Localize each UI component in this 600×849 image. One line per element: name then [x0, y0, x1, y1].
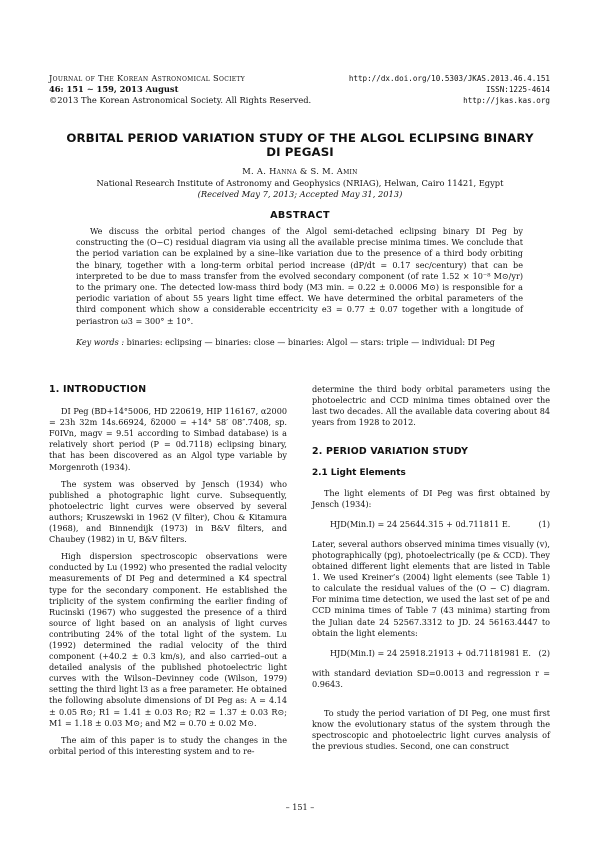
right-paragraph-3: Later, several authors observed minima times visually (v), photographically (pg), photoelectrically (pe & CCD). They obtained different light elements that are listed in Table 1. We used Kreiner’s (2004) light elements (see Table 1) to calculate the residual values of the (O − C) diagram. For minima time detection, we used the last set of pe and CCD minima times of Table 7 (43 minima) starting from the Julian date 24 52567.3312 to JD. 24 56163.4447 to obtain the light elements: [312, 538, 550, 638]
abstract-text: We discuss the orbital period changes of the Algol semi-detached eclipsing binary DI Peg by constructing the (O−C) residual diagram via using all the available precise minima times. We conclude that the period variation can be explained by a sine–like variation due to the presence of a third body orbiting the binary, together with a long-term orbital period increase (dP/dt = 0.17 sec/century) that can be interpreted to be due to mass transfer from the evolved secondary component (of rate 1.52 × 10⁻⁸ M⊙/yr) to the primary one. The detected low-mass third body (M3 min. = 0.22 ± 0.0006 M⊙) is responsible for a periodic variation of about 55 years light time effect. We have determined the orbital parameters of the third component which show a considerable eccentricity e3 = 0.77 ± 0.07 together with a longitude of periastron ω3 = 300° ± 10°. [76, 226, 523, 326]
right-column [312, 384, 550, 758]
paper-title: ORBITAL PERIOD VARIATION STUDY OF THE ALGOL ECLIPSING BINARY DI PEGASI [66, 131, 534, 159]
equation-1 [312, 519, 550, 530]
publication-info [349, 73, 550, 107]
equation-2-number: (2) [538, 647, 550, 658]
copyright-line: ©2013 The Korean Astronomical Society. All Rights Reserved. [49, 95, 312, 106]
page-number: – 151 – [285, 802, 315, 812]
doi-link[interactable]: http://dx.doi.org/10.5303/JKAS.2013.46.4.151 [348, 74, 550, 83]
issn: ISSN:1225-4614 [485, 85, 550, 95]
received-accepted-dates: (Received May 7, 2013; Accepted May 31, 2013) [197, 189, 403, 199]
affiliation-block [40, 178, 560, 200]
volume-line: 46: 151 ∼ 159, 2013 August [49, 84, 179, 95]
right-paragraph-1: determine the third body orbital parameters using the photoelectric and CCD minima times obtained over the last two decades. All the available data covering about 84 years from 1928 to 2012. [312, 384, 550, 428]
subsection-heading-light-elements: 2.1 Light Elements [312, 468, 406, 479]
equation-1-body: HJD(Min.I) = 24 25644.315 + 0d.711811 E. [330, 518, 511, 529]
journal-header [49, 73, 311, 107]
intro-paragraph-1: DI Peg (BD+14°5006, HD 220619, HIP 116167, α2000 = 23h 32m 14s.66924, δ2000 = +14° 58′ 08″.7408, sp. F0IVn, magv = 9.51 according to Simbad database) is a relatively short period (P = 0d.7118) eclipsing binary, that has been discovered as an Algol type variable by Morgenroth (1934). [49, 406, 287, 472]
intro-paragraph-3: High dispersion spectroscopic observations were conducted by Lu (1992) who presented the radial velocity measurements of DI Peg and determined a K4 spectral type for the secondary component. He established the triplicity of the system confirming the earlier finding of Rucinski (1967) who suggested the presence of a third source of light based on an analysis of light curves contributing 24% of the total light of the system. Lu (1992) determined the radial velocity of the third component (+40.2 ± 0.3 km/s), and also carried–out a detailed analysis of the published photoelectric light curves with the Wilson–Devinney code (Wilson, 1979) setting the third light l3 as a free parameter. He obtained the following absolute dimensions of DI Peg as: A = 4.14 ± 0.05 R⊙; R1 = 1.41 ± 0.03 R⊙; R2 = 1.37 ± 0.03 R⊙; M1 = 1.18 ± 0.03 M⊙; and M2 = 0.70 ± 0.02 M⊙. [49, 551, 287, 728]
left-column [49, 384, 287, 763]
authors: M. A. Hanna & S. M. Amin [242, 166, 358, 176]
intro-paragraph-4: The aim of this paper is to study the changes in the orbital period of this interesting system and to re- [49, 734, 287, 756]
journal-url-link[interactable]: http://jkas.kas.org [463, 96, 550, 106]
affiliation: National Research Institute of Astronomy and Geophysics (NRIAG), Helwan, Cairo 11421, Egypt [96, 178, 504, 188]
right-paragraph-4: with standard deviation SD=0.0013 and regression r = 0.9643. [312, 667, 550, 689]
keywords [76, 337, 523, 348]
right-paragraph-5: To study the period variation of DI Peg, one must first know the evolutionary status of the system through the spectroscopic and photoelectric light curves analysis of the previous studies. Second, one can construct [312, 707, 550, 752]
equation-1-number: (1) [538, 518, 550, 529]
abstract-heading: ABSTRACT [270, 210, 330, 221]
section-heading-period-variation: 2. PERIOD VARIATION STUDY [312, 446, 469, 458]
right-paragraph-2: The light elements of DI Peg was first obtained by Jensch (1934): [312, 487, 550, 509]
keywords-label: Key words : [76, 337, 125, 347]
equation-2 [312, 648, 550, 659]
keywords-list: binaries: eclipsing — binaries: close — binaries: Algol — stars: triple — individual: DI Peg [126, 337, 495, 347]
intro-paragraph-2: The system was observed by Jensch (1934) who published a photographic light curve. Subsequently, photoelectric light curves were observed by several authors; Kruszewski in 1962 (V filter), Chou & Kitamura (1968), and Binnendijk (1973) in B&V filters, and Chaubey (1982) in U, B&V filters. [49, 478, 287, 545]
equation-2-body: HJD(Min.I) = 24 25918.21913 + 0d.71181981 E. [330, 647, 531, 658]
journal-name: Journal of The Korean Astronomical Society [49, 73, 246, 83]
section-heading-introduction: 1. INTRODUCTION [49, 384, 147, 395]
